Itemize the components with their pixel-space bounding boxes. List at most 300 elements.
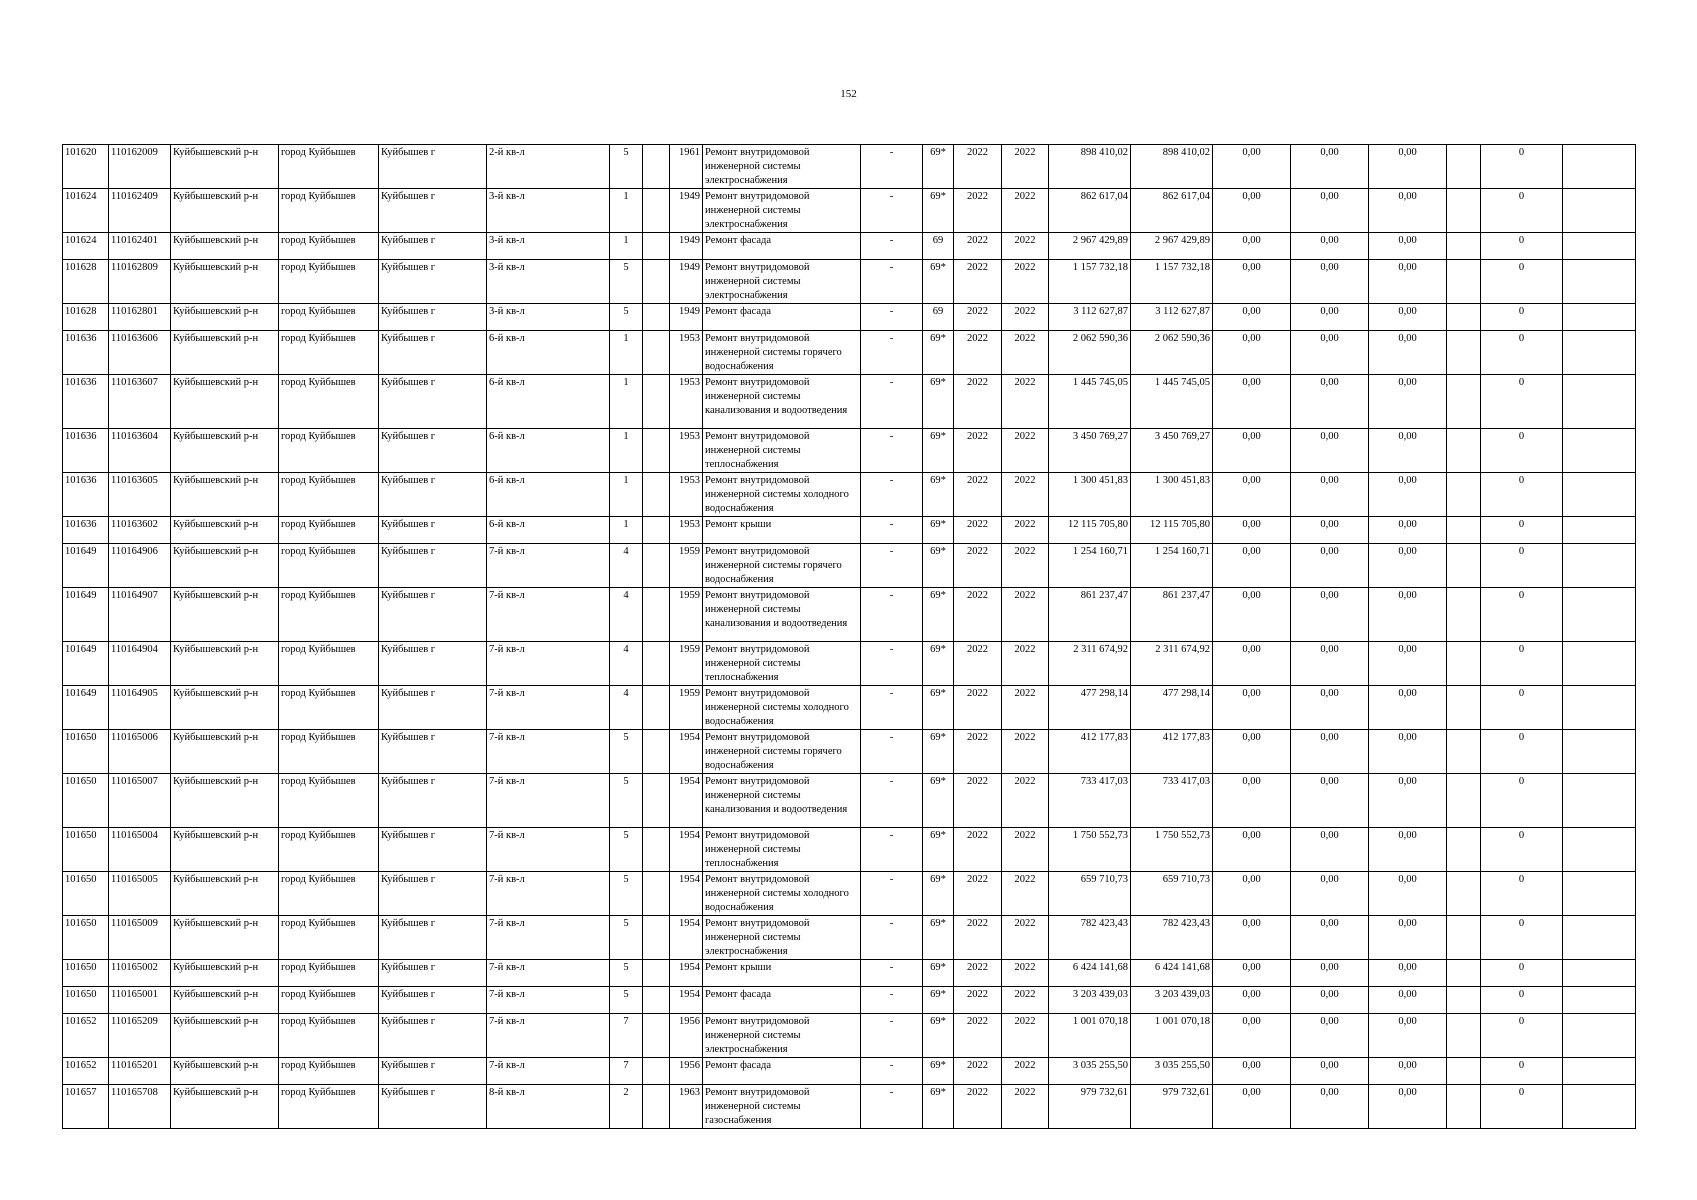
cell-budget-cost-3: 0,00	[1369, 544, 1447, 588]
cell-district: Куйбышевский р-н	[171, 429, 279, 473]
cell-work-type: Ремонт внутридомовой инженерной системы холодного водоснабжения	[703, 872, 861, 916]
cell-fund-cost: 3 203 439,03	[1131, 987, 1213, 1014]
cell-norm-ref: 69*	[923, 331, 954, 375]
cell-start-year: 2022	[954, 544, 1002, 588]
cell-locality: Куйбышев г	[379, 987, 487, 1014]
cell-street: 7-й кв-л	[487, 642, 610, 686]
cell-empty-col	[1447, 1014, 1481, 1058]
cell-budget-cost-3: 0,00	[1369, 588, 1447, 642]
cell-house-id: 101649	[63, 588, 109, 642]
cell-corpus	[643, 730, 670, 774]
cell-last-col	[1563, 189, 1636, 233]
cell-empty-col	[1447, 987, 1481, 1014]
cell-empty-col	[1447, 730, 1481, 774]
cell-corpus	[643, 473, 670, 517]
table-row	[63, 145, 1636, 189]
cell-empty-col	[1447, 304, 1481, 331]
cell-end-year: 2022	[1002, 304, 1049, 331]
cell-build-year: 1954	[670, 916, 703, 960]
registry-table	[62, 144, 1636, 1129]
cell-municipality: город Куйбышев	[279, 774, 379, 828]
cell-budget-cost-1: 0,00	[1213, 189, 1291, 233]
cell-fund-cost: 1 157 732,18	[1131, 260, 1213, 304]
cell-street: 6-й кв-л	[487, 473, 610, 517]
cell-zero-value: 0	[1481, 189, 1563, 233]
cell-work-type: Ремонт внутридомовой инженерной системы электроснабжения	[703, 916, 861, 960]
cell-start-year: 2022	[954, 145, 1002, 189]
table-row	[63, 774, 1636, 828]
cell-col-dash: -	[861, 473, 923, 517]
cell-fund-cost: 1 750 552,73	[1131, 828, 1213, 872]
cell-col-dash: -	[861, 872, 923, 916]
cell-locality: Куйбышев г	[379, 473, 487, 517]
cell-district: Куйбышевский р-н	[171, 473, 279, 517]
cell-object-code: 110164907	[109, 588, 171, 642]
cell-municipality: город Куйбышев	[279, 1014, 379, 1058]
cell-last-col	[1563, 916, 1636, 960]
cell-object-code: 110163605	[109, 473, 171, 517]
cell-budget-cost-1: 0,00	[1213, 686, 1291, 730]
cell-corpus	[643, 375, 670, 429]
cell-house-number: 1	[610, 189, 643, 233]
cell-house-id: 101650	[63, 960, 109, 987]
cell-empty-col	[1447, 960, 1481, 987]
cell-total-cost: 12 115 705,80	[1049, 517, 1131, 544]
cell-budget-cost-2: 0,00	[1291, 774, 1369, 828]
cell-budget-cost-2: 0,00	[1291, 828, 1369, 872]
cell-work-type: Ремонт внутридомовой инженерной системы канализования и водоотведения	[703, 588, 861, 642]
registry-rows	[63, 145, 1636, 1129]
cell-last-col	[1563, 473, 1636, 517]
cell-budget-cost-1: 0,00	[1213, 304, 1291, 331]
cell-work-type: Ремонт внутридомовой инженерной системы горячего водоснабжения	[703, 730, 861, 774]
cell-district: Куйбышевский р-н	[171, 960, 279, 987]
cell-house-number: 4	[610, 686, 643, 730]
cell-house-number: 5	[610, 987, 643, 1014]
cell-house-id: 101628	[63, 304, 109, 331]
cell-end-year: 2022	[1002, 375, 1049, 429]
cell-build-year: 1949	[670, 304, 703, 331]
cell-municipality: город Куйбышев	[279, 517, 379, 544]
cell-start-year: 2022	[954, 473, 1002, 517]
cell-house-number: 1	[610, 233, 643, 260]
cell-end-year: 2022	[1002, 429, 1049, 473]
cell-empty-col	[1447, 828, 1481, 872]
cell-build-year: 1953	[670, 331, 703, 375]
cell-last-col	[1563, 331, 1636, 375]
cell-corpus	[643, 588, 670, 642]
cell-end-year: 2022	[1002, 642, 1049, 686]
cell-street: 3-й кв-л	[487, 189, 610, 233]
cell-budget-cost-3: 0,00	[1369, 1058, 1447, 1085]
cell-zero-value: 0	[1481, 916, 1563, 960]
cell-locality: Куйбышев г	[379, 872, 487, 916]
cell-start-year: 2022	[954, 189, 1002, 233]
cell-norm-ref: 69*	[923, 686, 954, 730]
cell-total-cost: 659 710,73	[1049, 872, 1131, 916]
cell-work-type: Ремонт внутридомовой инженерной системы электроснабжения	[703, 145, 861, 189]
cell-start-year: 2022	[954, 730, 1002, 774]
cell-build-year: 1953	[670, 473, 703, 517]
table-row	[63, 304, 1636, 331]
cell-last-col	[1563, 686, 1636, 730]
cell-budget-cost-1: 0,00	[1213, 872, 1291, 916]
cell-start-year: 2022	[954, 872, 1002, 916]
cell-object-code: 110163602	[109, 517, 171, 544]
cell-build-year: 1954	[670, 730, 703, 774]
cell-corpus	[643, 544, 670, 588]
cell-budget-cost-3: 0,00	[1369, 730, 1447, 774]
cell-zero-value: 0	[1481, 1014, 1563, 1058]
cell-locality: Куйбышев г	[379, 233, 487, 260]
cell-end-year: 2022	[1002, 517, 1049, 544]
cell-house-number: 1	[610, 517, 643, 544]
cell-object-code: 110165006	[109, 730, 171, 774]
cell-budget-cost-2: 0,00	[1291, 260, 1369, 304]
cell-district: Куйбышевский р-н	[171, 331, 279, 375]
cell-zero-value: 0	[1481, 872, 1563, 916]
cell-zero-value: 0	[1481, 828, 1563, 872]
cell-build-year: 1953	[670, 375, 703, 429]
cell-municipality: город Куйбышев	[279, 473, 379, 517]
cell-norm-ref: 69*	[923, 960, 954, 987]
cell-fund-cost: 2 967 429,89	[1131, 233, 1213, 260]
cell-start-year: 2022	[954, 588, 1002, 642]
cell-build-year: 1956	[670, 1058, 703, 1085]
cell-last-col	[1563, 1014, 1636, 1058]
cell-empty-col	[1447, 642, 1481, 686]
cell-budget-cost-2: 0,00	[1291, 544, 1369, 588]
cell-budget-cost-1: 0,00	[1213, 828, 1291, 872]
cell-locality: Куйбышев г	[379, 429, 487, 473]
cell-empty-col	[1447, 375, 1481, 429]
cell-zero-value: 0	[1481, 517, 1563, 544]
cell-empty-col	[1447, 429, 1481, 473]
cell-object-code: 110164905	[109, 686, 171, 730]
cell-corpus	[643, 331, 670, 375]
cell-house-number: 5	[610, 145, 643, 189]
cell-house-id: 101649	[63, 642, 109, 686]
cell-budget-cost-3: 0,00	[1369, 1085, 1447, 1129]
cell-build-year: 1953	[670, 517, 703, 544]
cell-house-number: 5	[610, 304, 643, 331]
cell-build-year: 1963	[670, 1085, 703, 1129]
cell-end-year: 2022	[1002, 1058, 1049, 1085]
cell-district: Куйбышевский р-н	[171, 1058, 279, 1085]
cell-budget-cost-2: 0,00	[1291, 429, 1369, 473]
cell-empty-col	[1447, 1058, 1481, 1085]
cell-work-type: Ремонт внутридомовой инженерной системы горячего водоснабжения	[703, 544, 861, 588]
cell-norm-ref: 69*	[923, 872, 954, 916]
cell-last-col	[1563, 517, 1636, 544]
cell-budget-cost-3: 0,00	[1369, 189, 1447, 233]
cell-norm-ref: 69	[923, 304, 954, 331]
cell-total-cost: 1 300 451,83	[1049, 473, 1131, 517]
cell-start-year: 2022	[954, 260, 1002, 304]
cell-total-cost: 412 177,83	[1049, 730, 1131, 774]
cell-budget-cost-3: 0,00	[1369, 987, 1447, 1014]
cell-locality: Куйбышев г	[379, 375, 487, 429]
cell-col-dash: -	[861, 260, 923, 304]
cell-work-type: Ремонт внутридомовой инженерной системы электроснабжения	[703, 260, 861, 304]
cell-house-id: 101649	[63, 686, 109, 730]
cell-house-number: 5	[610, 916, 643, 960]
cell-house-number: 4	[610, 588, 643, 642]
cell-empty-col	[1447, 145, 1481, 189]
cell-zero-value: 0	[1481, 730, 1563, 774]
cell-last-col	[1563, 987, 1636, 1014]
cell-budget-cost-2: 0,00	[1291, 730, 1369, 774]
cell-norm-ref: 69*	[923, 730, 954, 774]
cell-object-code: 110165708	[109, 1085, 171, 1129]
cell-house-id: 101636	[63, 473, 109, 517]
cell-end-year: 2022	[1002, 145, 1049, 189]
cell-municipality: город Куйбышев	[279, 642, 379, 686]
cell-work-type: Ремонт фасада	[703, 1058, 861, 1085]
cell-fund-cost: 862 617,04	[1131, 189, 1213, 233]
cell-street: 7-й кв-л	[487, 916, 610, 960]
cell-zero-value: 0	[1481, 642, 1563, 686]
cell-budget-cost-3: 0,00	[1369, 642, 1447, 686]
cell-district: Куйбышевский р-н	[171, 916, 279, 960]
cell-col-dash: -	[861, 517, 923, 544]
cell-house-id: 101636	[63, 517, 109, 544]
cell-work-type: Ремонт внутридомовой инженерной системы канализования и водоотведения	[703, 375, 861, 429]
cell-total-cost: 1 254 160,71	[1049, 544, 1131, 588]
cell-total-cost: 861 237,47	[1049, 588, 1131, 642]
cell-empty-col	[1447, 331, 1481, 375]
table-row	[63, 686, 1636, 730]
cell-house-number: 1	[610, 473, 643, 517]
cell-budget-cost-2: 0,00	[1291, 304, 1369, 331]
cell-last-col	[1563, 774, 1636, 828]
cell-zero-value: 0	[1481, 987, 1563, 1014]
cell-house-number: 5	[610, 260, 643, 304]
cell-budget-cost-1: 0,00	[1213, 260, 1291, 304]
cell-district: Куйбышевский р-н	[171, 145, 279, 189]
cell-last-col	[1563, 730, 1636, 774]
cell-build-year: 1954	[670, 774, 703, 828]
cell-fund-cost: 733 417,03	[1131, 774, 1213, 828]
cell-fund-cost: 1 300 451,83	[1131, 473, 1213, 517]
cell-object-code: 110162409	[109, 189, 171, 233]
cell-col-dash: -	[861, 375, 923, 429]
cell-locality: Куйбышев г	[379, 260, 487, 304]
cell-budget-cost-3: 0,00	[1369, 916, 1447, 960]
table-row	[63, 331, 1636, 375]
cell-object-code: 110162401	[109, 233, 171, 260]
cell-work-type: Ремонт крыши	[703, 517, 861, 544]
cell-object-code: 110164904	[109, 642, 171, 686]
cell-street: 7-й кв-л	[487, 588, 610, 642]
cell-street: 6-й кв-л	[487, 517, 610, 544]
cell-house-number: 4	[610, 544, 643, 588]
cell-street: 7-й кв-л	[487, 960, 610, 987]
cell-total-cost: 3 112 627,87	[1049, 304, 1131, 331]
cell-budget-cost-2: 0,00	[1291, 987, 1369, 1014]
cell-budget-cost-1: 0,00	[1213, 473, 1291, 517]
cell-start-year: 2022	[954, 429, 1002, 473]
cell-municipality: город Куйбышев	[279, 189, 379, 233]
cell-street: 7-й кв-л	[487, 1014, 610, 1058]
cell-budget-cost-2: 0,00	[1291, 1058, 1369, 1085]
cell-col-dash: -	[861, 960, 923, 987]
cell-zero-value: 0	[1481, 304, 1563, 331]
cell-street: 7-й кв-л	[487, 987, 610, 1014]
cell-work-type: Ремонт фасада	[703, 987, 861, 1014]
cell-zero-value: 0	[1481, 544, 1563, 588]
cell-work-type: Ремонт внутридомовой инженерной системы горячего водоснабжения	[703, 331, 861, 375]
cell-budget-cost-1: 0,00	[1213, 642, 1291, 686]
cell-municipality: город Куйбышев	[279, 987, 379, 1014]
cell-municipality: город Куйбышев	[279, 730, 379, 774]
cell-municipality: город Куйбышев	[279, 916, 379, 960]
cell-house-id: 101636	[63, 331, 109, 375]
cell-municipality: город Куйбышев	[279, 1085, 379, 1129]
cell-district: Куйбышевский р-н	[171, 642, 279, 686]
cell-total-cost: 2 311 674,92	[1049, 642, 1131, 686]
cell-house-number: 5	[610, 872, 643, 916]
cell-locality: Куйбышев г	[379, 828, 487, 872]
cell-house-number: 1	[610, 429, 643, 473]
cell-fund-cost: 898 410,02	[1131, 145, 1213, 189]
cell-start-year: 2022	[954, 916, 1002, 960]
cell-start-year: 2022	[954, 774, 1002, 828]
table-row	[63, 960, 1636, 987]
cell-object-code: 110165001	[109, 987, 171, 1014]
cell-municipality: город Куйбышев	[279, 375, 379, 429]
cell-fund-cost: 3 035 255,50	[1131, 1058, 1213, 1085]
cell-budget-cost-3: 0,00	[1369, 304, 1447, 331]
cell-empty-col	[1447, 233, 1481, 260]
cell-zero-value: 0	[1481, 375, 1563, 429]
table-row	[63, 260, 1636, 304]
cell-fund-cost: 1 254 160,71	[1131, 544, 1213, 588]
cell-end-year: 2022	[1002, 916, 1049, 960]
cell-municipality: город Куйбышев	[279, 429, 379, 473]
cell-object-code: 110163606	[109, 331, 171, 375]
cell-budget-cost-3: 0,00	[1369, 828, 1447, 872]
cell-total-cost: 898 410,02	[1049, 145, 1131, 189]
cell-locality: Куйбышев г	[379, 145, 487, 189]
cell-budget-cost-1: 0,00	[1213, 517, 1291, 544]
cell-zero-value: 0	[1481, 145, 1563, 189]
cell-budget-cost-2: 0,00	[1291, 233, 1369, 260]
cell-locality: Куйбышев г	[379, 1085, 487, 1129]
cell-municipality: город Куйбышев	[279, 872, 379, 916]
cell-norm-ref: 69*	[923, 1014, 954, 1058]
cell-empty-col	[1447, 774, 1481, 828]
cell-house-id: 101649	[63, 544, 109, 588]
table-row	[63, 872, 1636, 916]
cell-work-type: Ремонт внутридомовой инженерной системы канализования и водоотведения	[703, 774, 861, 828]
cell-locality: Куйбышев г	[379, 774, 487, 828]
cell-fund-cost: 1 001 070,18	[1131, 1014, 1213, 1058]
cell-district: Куйбышевский р-н	[171, 233, 279, 260]
cell-start-year: 2022	[954, 1085, 1002, 1129]
cell-col-dash: -	[861, 233, 923, 260]
cell-object-code: 110165002	[109, 960, 171, 987]
cell-district: Куйбышевский р-н	[171, 588, 279, 642]
cell-budget-cost-3: 0,00	[1369, 686, 1447, 730]
cell-budget-cost-2: 0,00	[1291, 331, 1369, 375]
cell-zero-value: 0	[1481, 233, 1563, 260]
cell-start-year: 2022	[954, 828, 1002, 872]
cell-build-year: 1954	[670, 872, 703, 916]
cell-budget-cost-3: 0,00	[1369, 774, 1447, 828]
cell-work-type: Ремонт фасада	[703, 233, 861, 260]
table-row	[63, 1014, 1636, 1058]
cell-object-code: 110165007	[109, 774, 171, 828]
cell-house-id: 101657	[63, 1085, 109, 1129]
cell-total-cost: 6 424 141,68	[1049, 960, 1131, 987]
cell-budget-cost-1: 0,00	[1213, 916, 1291, 960]
cell-col-dash: -	[861, 1058, 923, 1085]
cell-house-id: 101620	[63, 145, 109, 189]
cell-locality: Куйбышев г	[379, 331, 487, 375]
cell-build-year: 1954	[670, 987, 703, 1014]
cell-build-year: 1949	[670, 260, 703, 304]
cell-corpus	[643, 872, 670, 916]
cell-corpus	[643, 642, 670, 686]
cell-last-col	[1563, 233, 1636, 260]
cell-empty-col	[1447, 872, 1481, 916]
cell-zero-value: 0	[1481, 960, 1563, 987]
cell-end-year: 2022	[1002, 686, 1049, 730]
cell-build-year: 1956	[670, 1014, 703, 1058]
cell-empty-col	[1447, 916, 1481, 960]
cell-work-type: Ремонт фасада	[703, 304, 861, 331]
cell-work-type: Ремонт внутридомовой инженерной системы теплоснабжения	[703, 429, 861, 473]
page-number: 152	[840, 88, 857, 100]
cell-work-type: Ремонт крыши	[703, 960, 861, 987]
cell-street: 6-й кв-л	[487, 331, 610, 375]
cell-district: Куйбышевский р-н	[171, 774, 279, 828]
cell-house-number: 1	[610, 375, 643, 429]
cell-fund-cost: 3 112 627,87	[1131, 304, 1213, 331]
cell-col-dash: -	[861, 544, 923, 588]
cell-municipality: город Куйбышев	[279, 233, 379, 260]
cell-norm-ref: 69*	[923, 473, 954, 517]
cell-end-year: 2022	[1002, 872, 1049, 916]
cell-work-type: Ремонт внутридомовой инженерной системы холодного водоснабжения	[703, 473, 861, 517]
cell-fund-cost: 412 177,83	[1131, 730, 1213, 774]
cell-object-code: 110165004	[109, 828, 171, 872]
cell-col-dash: -	[861, 331, 923, 375]
cell-work-type: Ремонт внутридомовой инженерной системы газоснабжения	[703, 1085, 861, 1129]
cell-total-cost: 862 617,04	[1049, 189, 1131, 233]
cell-budget-cost-1: 0,00	[1213, 1085, 1291, 1129]
cell-last-col	[1563, 260, 1636, 304]
cell-total-cost: 1 157 732,18	[1049, 260, 1131, 304]
cell-last-col	[1563, 960, 1636, 987]
cell-house-number: 5	[610, 730, 643, 774]
cell-col-dash: -	[861, 189, 923, 233]
cell-locality: Куйбышев г	[379, 960, 487, 987]
cell-budget-cost-2: 0,00	[1291, 1014, 1369, 1058]
cell-total-cost: 3 203 439,03	[1049, 987, 1131, 1014]
cell-budget-cost-1: 0,00	[1213, 1014, 1291, 1058]
cell-budget-cost-3: 0,00	[1369, 145, 1447, 189]
cell-norm-ref: 69*	[923, 517, 954, 544]
cell-budget-cost-1: 0,00	[1213, 1058, 1291, 1085]
cell-start-year: 2022	[954, 960, 1002, 987]
cell-end-year: 2022	[1002, 233, 1049, 260]
cell-object-code: 110165009	[109, 916, 171, 960]
cell-house-id: 101650	[63, 730, 109, 774]
cell-end-year: 2022	[1002, 960, 1049, 987]
cell-col-dash: -	[861, 828, 923, 872]
